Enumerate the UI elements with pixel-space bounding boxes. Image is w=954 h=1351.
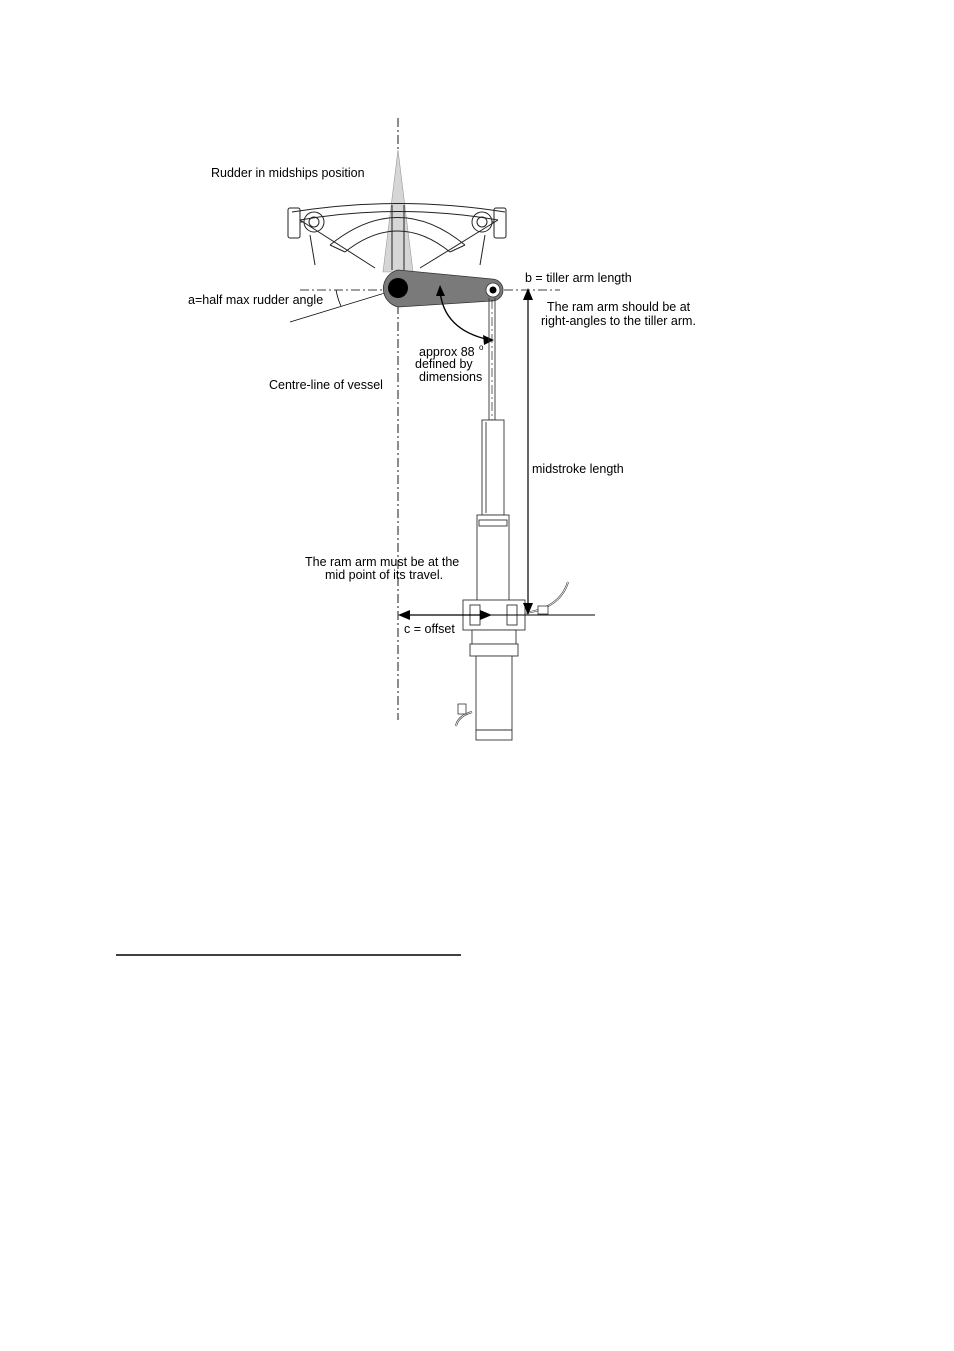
label-rudder-midships: Rudder in midships position [211, 166, 365, 180]
hose-right-fitting [538, 606, 548, 614]
label-approx-angle-2: defined by [415, 357, 473, 371]
label-tiller-arm-length: b = tiller arm length [525, 271, 632, 285]
label-midstroke-length: midstroke length [532, 462, 624, 476]
hose-left-fitting [458, 704, 466, 714]
rudder-blade [383, 150, 413, 272]
label-offset: c = offset [404, 622, 455, 636]
label-ram-right-angles-2: right-angles to the tiller arm. [541, 314, 696, 328]
label-approx-angle-3: dimensions [419, 370, 483, 384]
rudder-stock [388, 278, 408, 298]
label-ram-right-angles-1: The ram arm should be at [547, 300, 691, 314]
label-centre-line: Centre-line of vessel [269, 378, 383, 392]
label-ram-mid-travel-2: mid point of its travel. [325, 568, 444, 582]
label-approx-angle-1: approx 88 [419, 345, 475, 359]
angle-88-arrowhead-right [483, 335, 494, 345]
label-approx-angle-degree: o [479, 343, 484, 352]
angle-a-arc [336, 290, 341, 306]
ram-cylinder [463, 420, 525, 740]
label-ram-mid-travel-1: The ram arm must be at the [305, 555, 460, 569]
tiller-pin-centre [490, 287, 497, 294]
offset-arrow-left [398, 610, 410, 620]
label-half-max-rudder-angle: a=half max rudder angle [188, 293, 324, 307]
left-pulley [288, 208, 324, 265]
